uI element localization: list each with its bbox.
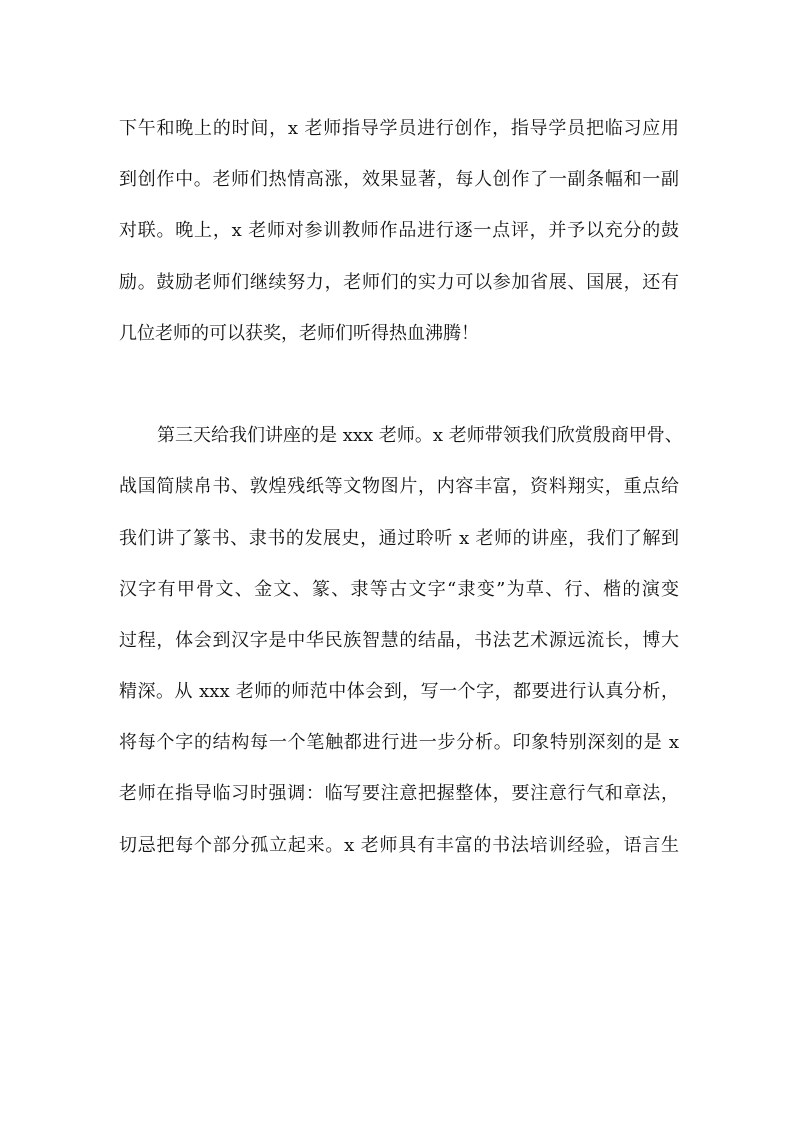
text-line: 到创作中。老师们热情高涨，效果显著，每人创作了一副条幅和一副	[119, 169, 679, 191]
text-line: 战国简牍帛书、敦煌残纸等文物图片，内容丰富，资料翔实，重点给	[119, 476, 679, 498]
text-line: 几位老师的可以获奖，老师们听得热血沸腾！	[119, 322, 479, 344]
text-line: 汉字有甲骨文、金文、篆、隶等古文字“隶变”为草、行、楷的演变	[119, 578, 679, 600]
text-line: 下午和晚上的时间，x 老师指导学员进行创作，指导学员把临习应用	[119, 118, 679, 139]
text-line: 对联。晚上，x 老师对参训教师作品进行逐一点评，并予以充分的鼓	[119, 220, 679, 242]
text-line: 励。鼓励老师们继续努力，老师们的实力可以参加省展、国展，还有	[119, 271, 679, 293]
text-line: 第三天给我们讲座的是 xxx 老师。x 老师带领我们欣赏殷商甲骨、	[157, 425, 683, 447]
document-body	[119, 103, 683, 871]
text-line: 我们讲了篆书、隶书的发展史，通过聆听 x 老师的讲座，我们了解到	[119, 527, 679, 549]
text-line: 老师在指导临习时强调：临写要注意把握整体，要注意行气和章法，	[119, 783, 679, 805]
text-line: 切忌把每个部分孤立起来。x 老师具有丰富的书法培训经验，语言生	[119, 834, 679, 856]
paragraph-1	[119, 103, 679, 359]
paragraph-2	[119, 410, 683, 871]
text-line: 过程，体会到汉字是中华民族智慧的结晶，书法艺术源远流长，博大	[119, 629, 679, 651]
text-line: 将每个字的结构每一个笔触都进行进一步分析。印象特别深刻的是 x	[119, 732, 679, 754]
text-line: 精深。从 xxx 老师的师范中体会到，写一个字，都要进行认真分析，	[119, 681, 679, 703]
